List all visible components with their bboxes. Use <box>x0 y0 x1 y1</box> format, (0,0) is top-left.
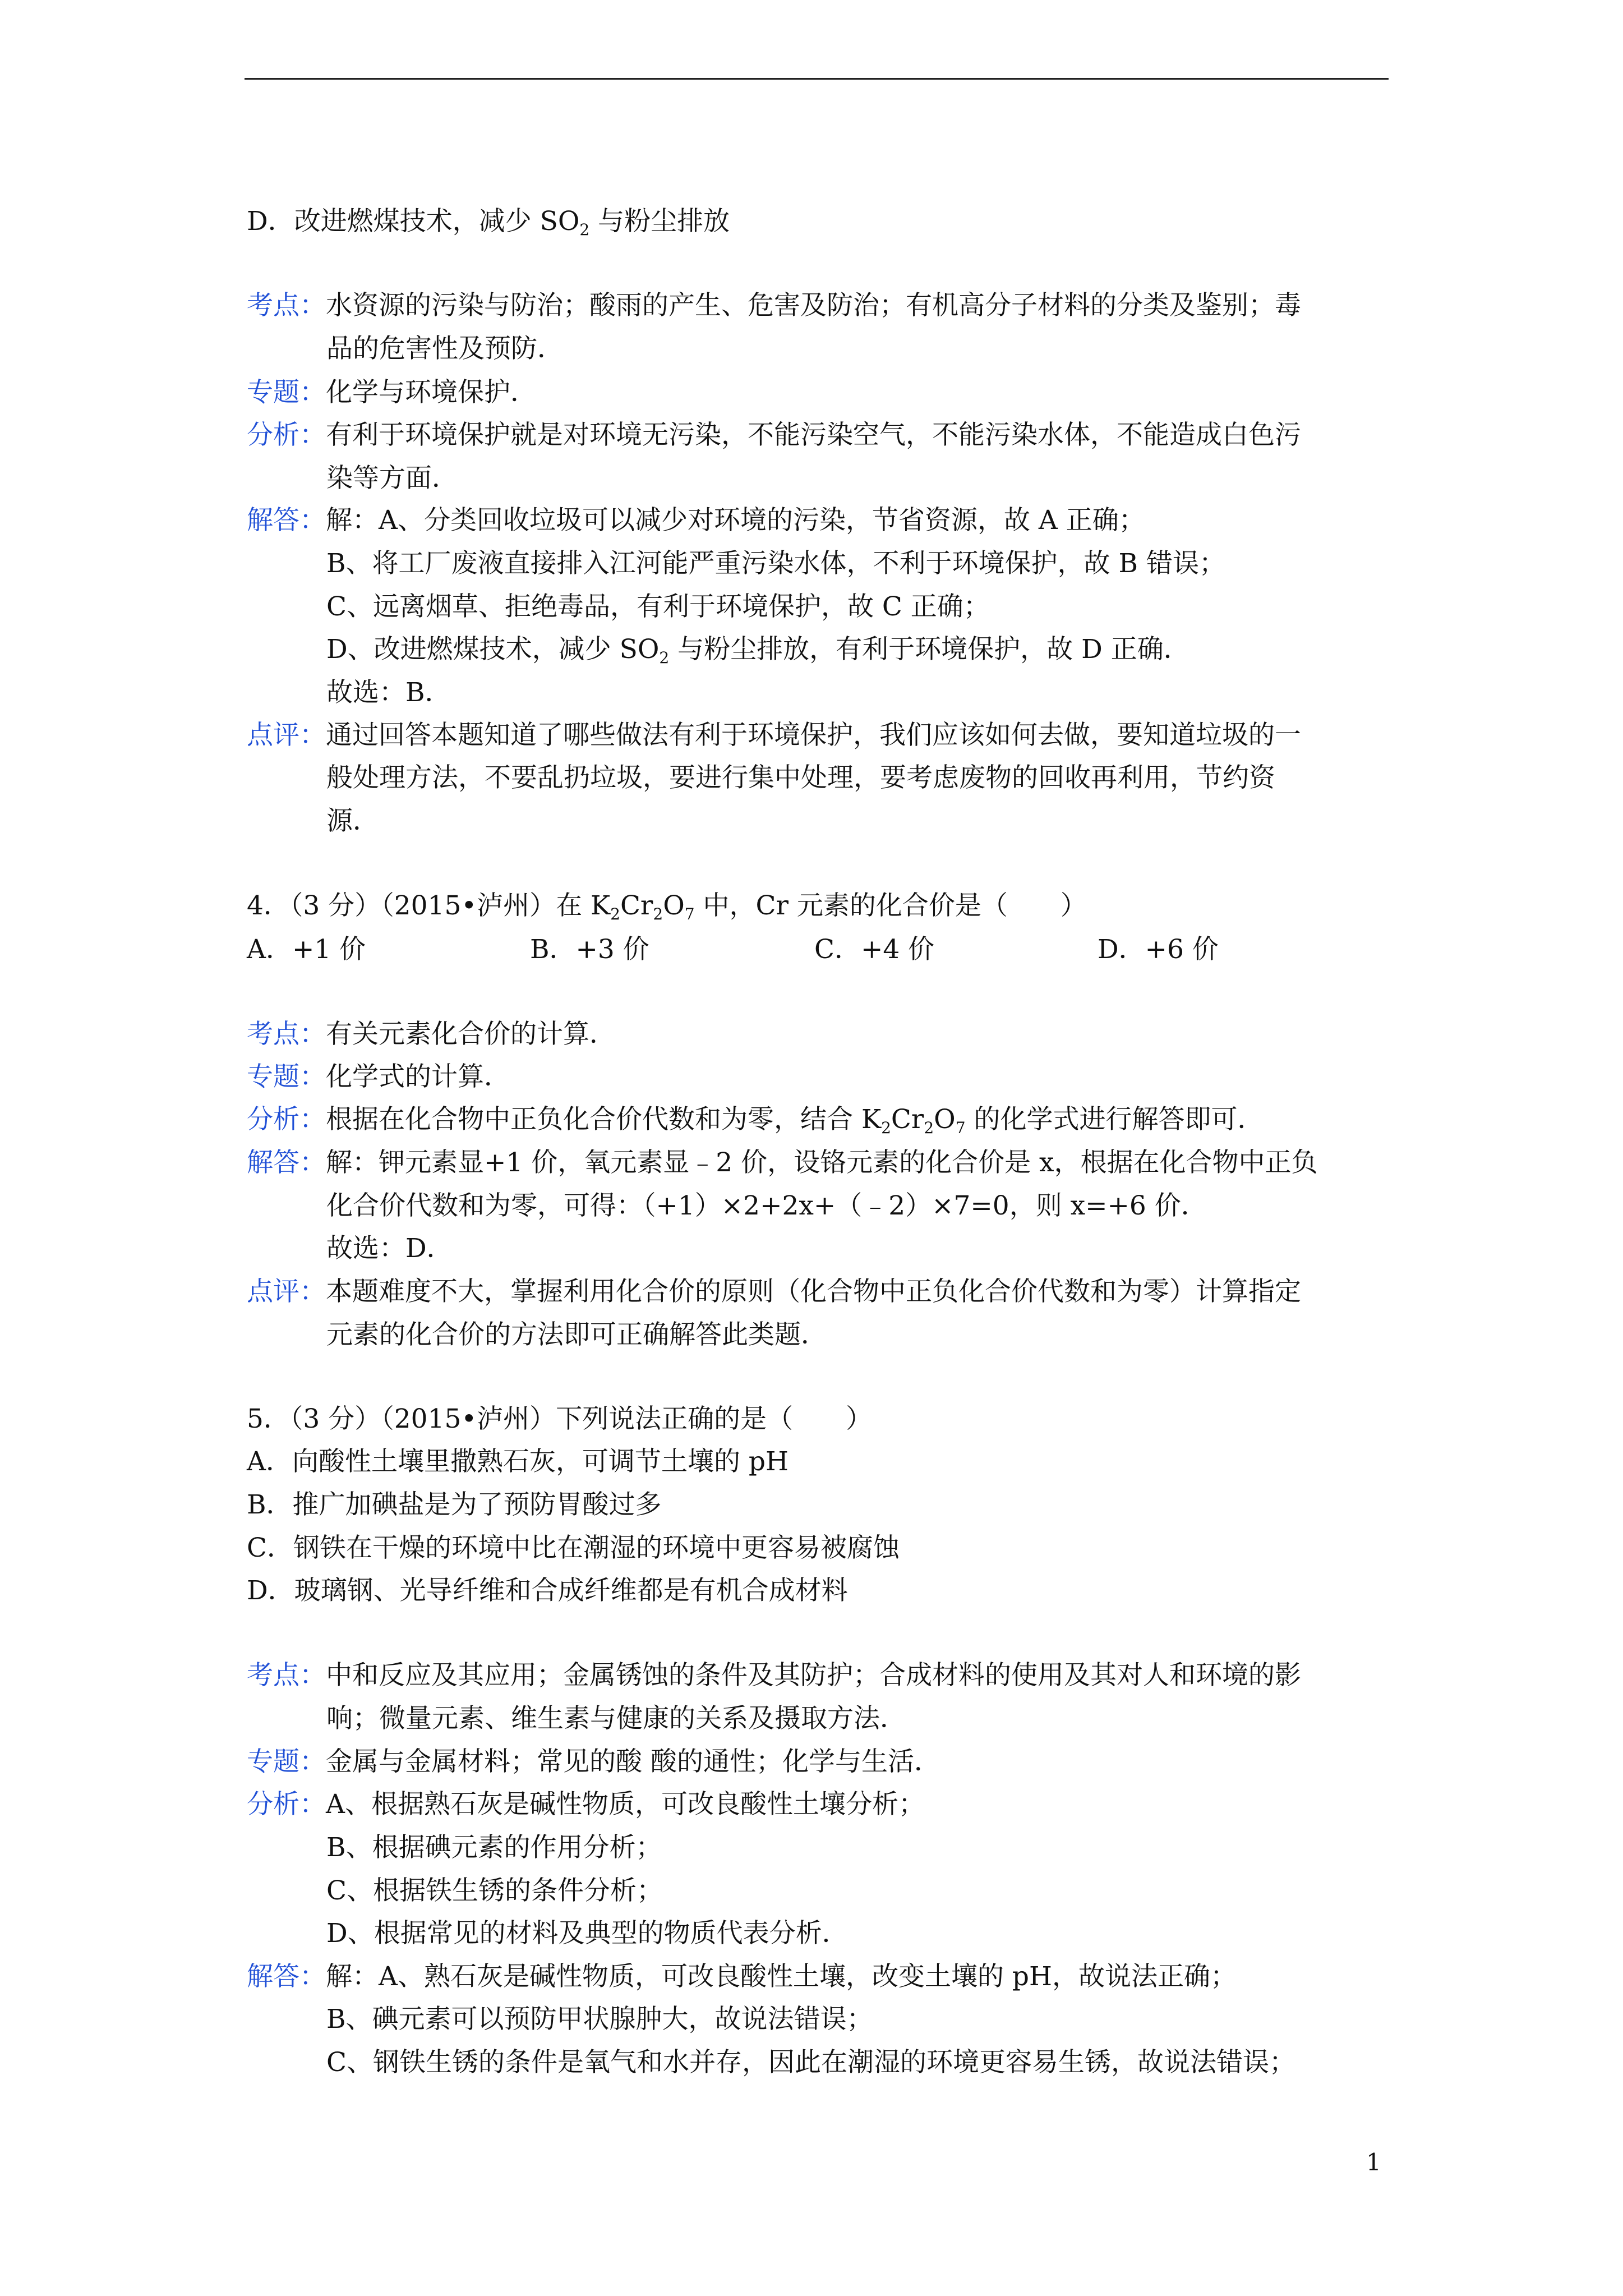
q4-fenxi: 分析：根据在化合物中正负化合价代数和为零，结合 $K_2Cr_2O_7$ 的化学式进行解答即可． <box>247 1104 1264 1137</box>
kaodian-label: 考点： <box>247 1019 326 1050</box>
q3-fenxi: 分析：有利于环境保护就是对环境无污染，不能污染空气，不能污染水体，不能造成白色污 <box>247 420 1301 450</box>
fenxi-label: 分析： <box>247 1789 326 1820</box>
jieda-label: 解答： <box>247 1147 326 1178</box>
dianping-label: 点评： <box>247 720 326 751</box>
q4-kaodian: 考点：有关元素化合价的计算． <box>247 1019 616 1050</box>
q5-jieda-b: B、碘元素可以预防甲状腺肿大，故说法错误； <box>326 2004 873 2035</box>
q5-option-d: D．玻璃钢、光导纤维和合成纤维都是有机合成材料 <box>247 1575 848 1606</box>
q5-jieda-c: C、钢铁生锈的条件是氧气和水并存，因此在潮湿的环境更容易生锈，故说法错误； <box>326 2047 1295 2078</box>
q5-option-b: B．推广加碘盐是为了预防胃酸过多 <box>247 1489 662 1520</box>
q4-option-d: D．+6 价 <box>1098 934 1219 965</box>
q5-kaodian: 考点：中和反应及其应用；金属锈蚀的条件及其防护；合成材料的使用及其对人和环境的影 <box>247 1660 1301 1691</box>
q3-kaodian-cont: 品的危害性及预防． <box>326 333 564 364</box>
q3-option-d: D．改进燃煤技术，减少 $SO_2$ 与粉尘排放 <box>247 206 730 239</box>
q4-jieda: 解答：解：钾元素显+1 价，氧元素显﹣2 价，设铬元素的化合价是 x，根据在化合物中正负 <box>247 1147 1318 1178</box>
q4-stem: 4．（3 分）（2015•泸州）在 $K_2Cr_2O_7$ 中，Cr 元素的化合价是（ ） <box>247 890 1087 923</box>
q5-fenxi: 分析：A、根据熟石灰是碱性物质，可改良酸性土壤分析； <box>247 1789 925 1820</box>
zhuanti-label: 专题： <box>247 1061 326 1092</box>
q4-dianping: 点评：本题难度不大，掌握利用化合价的原则（化合物中正负化合价代数和为零）计算指定 <box>247 1276 1301 1307</box>
q3-jieda-c: C、远离烟草、拒绝毒品，有利于环境保护，故 C 正确； <box>326 591 990 622</box>
jieda-label: 解答： <box>247 505 326 536</box>
kaodian-label: 考点： <box>247 290 326 321</box>
q3-fenxi-cont: 染等方面． <box>326 463 458 494</box>
q5-fenxi-d: D、根据常见的材料及典型的物质代表分析． <box>326 1918 849 1949</box>
zhuanti-label: 专题： <box>247 377 326 408</box>
q5-stem: 5．（3 分）（2015•泸州）下列说法正确的是（ ） <box>247 1404 873 1434</box>
q3-jieda-answer: 故选：B． <box>326 677 451 708</box>
q3-jieda-d: D、改进燃煤技术，减少 $SO_2$ 与粉尘排放，有利于环境保护，故 D 正确． <box>326 634 1190 667</box>
q5-fenxi-b: B、根据碘元素的作用分析； <box>326 1832 662 1863</box>
kaodian-label: 考点： <box>247 1660 326 1691</box>
q3-dianping-cont2: 源． <box>326 806 379 836</box>
q3-dianping-cont1: 般处理方法，不要乱扔垃圾，要进行集中处理，要考虑废物的回收再利用，节约资 <box>326 762 1275 793</box>
q4-option-b: B．+3 价 <box>530 934 649 965</box>
q3-zhuanti: 专题：化学与环境保护． <box>247 377 537 408</box>
q4-jieda-cont: 化合价代数和为零，可得：（+1）×2+2x+（﹣2）×7=0，则 x=+6 价． <box>326 1190 1207 1221</box>
q5-option-c: C．钢铁在干燥的环境中比在潮湿的环境中更容易被腐蚀 <box>247 1533 900 1563</box>
q4-dianping-cont: 元素的化合价的方法即可正确解答此类题． <box>326 1319 827 1350</box>
q5-zhuanti: 专题：金属与金属材料；常见的酸 酸的通性；化学与生活． <box>247 1746 940 1777</box>
q4-option-a: A．+1 价 <box>247 934 366 965</box>
q4-jieda-answer: 故选：D． <box>326 1233 453 1264</box>
page-number: 1 <box>1366 2148 1381 2176</box>
q3-jieda-b: B、将工厂废液直接排入江河能严重污染水体，不利于环境保护，故 B 错误； <box>326 548 1225 579</box>
q5-option-a: A．向酸性土壤里撒熟石灰，可调节土壤的 pH <box>247 1446 789 1477</box>
dianping-label: 点评： <box>247 1276 326 1307</box>
header-rule <box>245 78 1389 80</box>
q3-kaodian: 考点：水资源的污染与防治；酸雨的产生、危害及防治；有机高分子材料的分类及鉴别；毒 <box>247 290 1301 321</box>
zhuanti-label: 专题： <box>247 1746 326 1777</box>
fenxi-label: 分析： <box>247 420 326 450</box>
q4-zhuanti: 专题：化学式的计算． <box>247 1061 510 1092</box>
q4-option-c: C．+4 价 <box>814 934 935 965</box>
q3-jieda: 解答：解：A、分类回收垃圾可以减少对环境的污染，节省资源，故 A 正确； <box>247 505 1145 536</box>
q5-kaodian-cont: 响；微量元素、维生素与健康的关系及摄取方法． <box>326 1703 906 1734</box>
fenxi-label: 分析： <box>247 1104 326 1135</box>
q5-fenxi-c: C、根据铁生锈的条件分析； <box>326 1875 663 1906</box>
q5-jieda: 解答：解：A、熟石灰是碱性物质，可改良酸性土壤，改变土壤的 pH，故说法正确； <box>247 1961 1237 1992</box>
q3-dianping: 点评：通过回答本题知道了哪些做法有利于环境保护，我们应该如何去做，要知道垃圾的一 <box>247 720 1301 751</box>
jieda-label: 解答： <box>247 1961 326 1992</box>
